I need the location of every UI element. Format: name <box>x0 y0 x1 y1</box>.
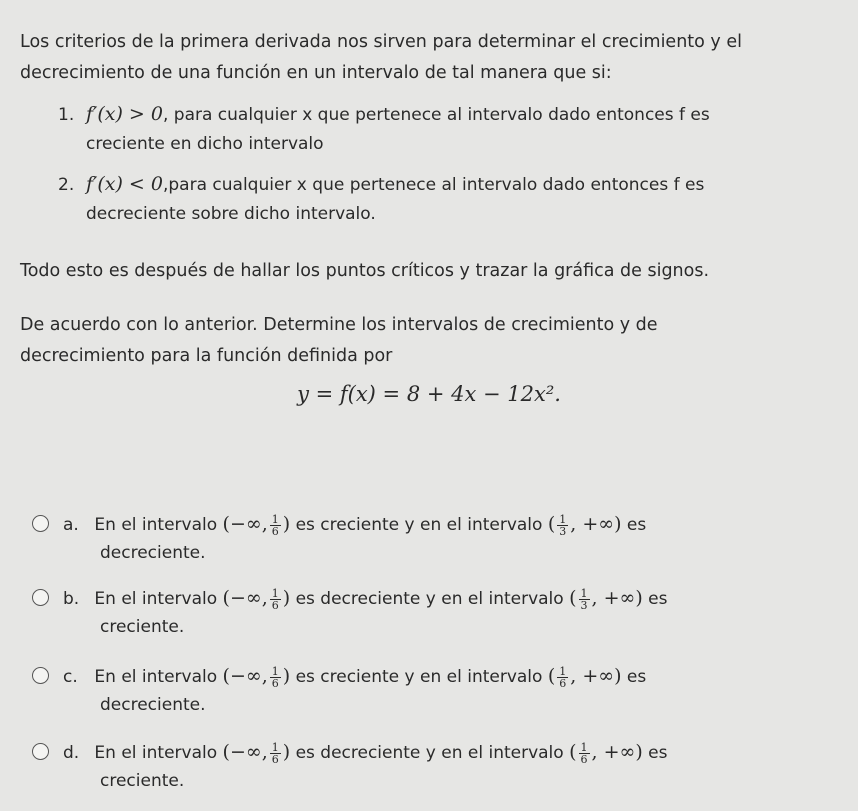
intro-line-2: decrecimiento de una función en un intervalo de tal manera que si: <box>20 63 612 83</box>
fraction-denominator: 6 <box>271 676 279 690</box>
interval-right: ) <box>282 587 291 609</box>
fraction-denominator: 6 <box>580 752 588 766</box>
interval-1 <box>222 740 291 766</box>
criterion-math: f′(x) < 0 <box>86 173 163 195</box>
fraction <box>579 742 590 765</box>
interval-left: (−∞, <box>222 665 268 687</box>
option-b[interactable] <box>32 584 832 641</box>
radio-button-b[interactable] <box>32 589 49 606</box>
option-text-pre: En el intervalo <box>94 667 218 687</box>
fraction-denominator: 6 <box>271 598 279 612</box>
criterion-2 <box>58 170 828 229</box>
fraction-numerator: 1 <box>271 740 279 754</box>
question-line-2: decrecimiento para la función definida por <box>20 346 393 366</box>
fraction <box>270 742 281 765</box>
criterion-continuation: creciente en dicho intervalo <box>86 134 324 154</box>
interval-1 <box>222 664 291 690</box>
fraction <box>270 514 281 537</box>
option-continuation: decreciente. <box>100 695 206 715</box>
criterion-number: 2. <box>58 175 75 195</box>
fraction <box>557 514 568 537</box>
interval-right: ) <box>282 741 291 763</box>
interval-left: ( <box>569 587 577 609</box>
option-text-mid: es creciente y en el intervalo <box>295 667 543 687</box>
interval-2 <box>547 512 622 538</box>
interval-right: ) <box>282 665 291 687</box>
option-a[interactable] <box>32 510 832 567</box>
interval-left: ( <box>569 741 577 763</box>
interval-left: ( <box>547 665 556 687</box>
fraction <box>579 588 590 611</box>
option-text-pre: En el intervalo <box>94 515 218 535</box>
option-text-pre: En el intervalo <box>94 589 218 609</box>
option-text-mid: es decreciente y en el intervalo <box>295 743 564 763</box>
fraction-denominator: 6 <box>271 752 279 766</box>
intro-paragraph <box>20 27 840 89</box>
interval-2 <box>569 740 643 766</box>
option-text-post: es <box>648 589 668 609</box>
option-letter: a. <box>63 515 79 535</box>
function-equation: y = f(x) = 8 + 4x − 12x². <box>297 382 561 406</box>
option-text-pre: En el intervalo <box>94 743 218 763</box>
criterion-number: 1. <box>58 105 75 125</box>
option-continuation: creciente. <box>100 617 185 637</box>
radio-button-d[interactable] <box>32 743 49 760</box>
interval-1 <box>222 586 291 612</box>
interval-1 <box>222 512 291 538</box>
option-c[interactable] <box>32 662 832 719</box>
fraction-numerator: 1 <box>271 512 279 526</box>
radio-button-c[interactable] <box>32 667 49 684</box>
interval-right: ) <box>282 513 291 535</box>
option-text-post: es <box>648 743 668 763</box>
interval-right: , +∞) <box>570 665 622 687</box>
option-d[interactable] <box>32 738 832 795</box>
question-paragraph <box>20 310 840 372</box>
fraction-numerator: 1 <box>271 586 279 600</box>
option-continuation: decreciente. <box>100 543 206 563</box>
option-letter: c. <box>63 667 78 687</box>
fraction-denominator: 6 <box>559 676 567 690</box>
fraction-numerator: 1 <box>559 512 567 526</box>
option-continuation: creciente. <box>100 771 185 791</box>
option-letter: b. <box>63 589 80 609</box>
fraction-numerator: 1 <box>559 664 567 678</box>
fraction <box>557 666 568 689</box>
note-text: Todo esto es después de hallar los puntos críticos y trazar la gráfica de signos. <box>20 261 710 281</box>
fraction-numerator: 1 <box>580 740 588 754</box>
criterion-1 <box>58 100 828 159</box>
fraction-denominator: 3 <box>559 524 567 538</box>
fraction-numerator: 1 <box>580 586 588 600</box>
criterion-text: , para cualquier x que pertenece al intervalo dado entonces f es <box>162 105 710 125</box>
interval-2 <box>547 664 622 690</box>
option-letter: d. <box>63 743 80 763</box>
option-text-post: es <box>626 515 647 535</box>
fraction-denominator: 3 <box>580 598 588 612</box>
fraction-numerator: 1 <box>271 664 279 678</box>
interval-left: ( <box>547 513 556 535</box>
criterion-math: f′(x) > 0 <box>86 103 163 125</box>
interval-right: , +∞) <box>570 513 622 535</box>
option-text-mid: es creciente y en el intervalo <box>295 515 543 535</box>
fraction <box>270 588 281 611</box>
question-line-1: De acuerdo con lo anterior. Determine los intervalos de crecimiento y de <box>20 315 658 335</box>
radio-button-a[interactable] <box>32 515 49 532</box>
option-text-post: es <box>626 667 647 687</box>
interval-right: , +∞) <box>591 587 643 609</box>
interval-left: (−∞, <box>222 587 268 609</box>
criterion-text: ,para cualquier x que pertenece al intervalo dado entonces f es <box>162 175 705 195</box>
interval-right: , +∞) <box>591 741 643 763</box>
fraction-denominator: 6 <box>271 524 279 538</box>
interval-2 <box>569 586 643 612</box>
option-text-mid: es decreciente y en el intervalo <box>295 589 564 609</box>
intro-line-1: Los criterios de la primera derivada nos sirven para determinar el crecimiento y el <box>20 32 742 52</box>
interval-left: (−∞, <box>222 513 268 535</box>
criterion-continuation: decreciente sobre dicho intervalo. <box>86 204 376 224</box>
interval-left: (−∞, <box>222 741 268 763</box>
fraction <box>270 666 281 689</box>
